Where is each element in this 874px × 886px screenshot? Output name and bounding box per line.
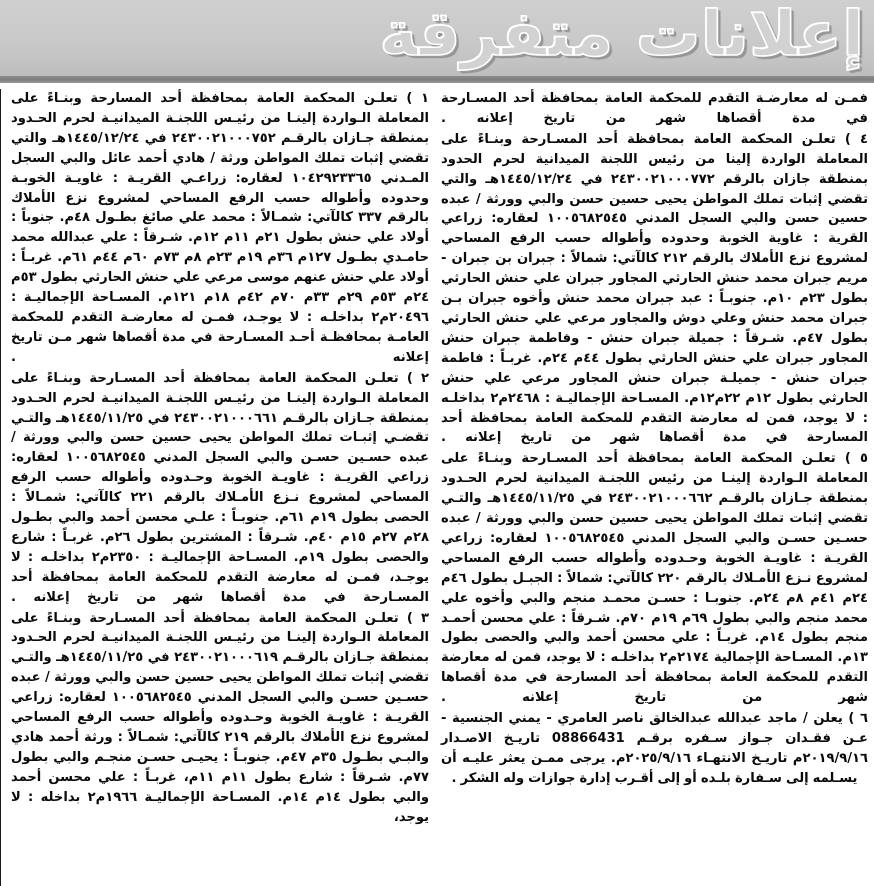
ad-body-text: ٦ ) يعلن / ماجد عبدالله عبدالخالق ناصر العامري - يمني الجنسية - عـن فقـدان جـواز سـفره برقـم 08866431 تاريـخ الاصـدار ٢٠١٩/٩/١٦م تاريـخ الانتهـاء ٢٠٢٥/٩/١٦م. يرجى ممـن يعثر عليـه أن يسـلمه إلى سـفارة بلـده أو إلى أقـرب إدارة جوازات وله الشكر . [441, 711, 869, 786]
ad-item-1 [11, 89, 429, 368]
ad-item-4 [441, 130, 868, 449]
column-right [0, 89, 437, 886]
ad-item-3 [11, 609, 429, 828]
ad-body-text: ٣ ) تعلـن المحكمة العامة بمحافظة أحد المسـارحة وبنـاءً على المعاملة الـواردة إلينـا من رئيـس اللجنـة الميدانيـة لحرم الحـدود بمنطقة جـازان بالرقـم ٢٤٣٠٠٢١٠٠٠٦١٩ في ١٤٤٥/١١/٢٥هـ والتـي تقضي إثبات تملك المواطن يحيى حسين حسن والبي وورثة / عبده حسـين حسـن والبي السجل المدني ١٠٠٥٦٨٢٥٤٥ لعقاره: زراعي القريـة : غاويـة الخوبة وحـدوده وأطواله حسب الرفع المساحي لمشروع نزع الأملاك بالرقم ٢١٩ كالآتي: شمـالاً : ورثة أحمد هادي والبـي بطـول ٣٥م ٤٧م. جنوبـاً : يحيـى حسـن منجـم والبي بطول ٧٧م. شـرقاً : شارع بطول ١١م ١١م، غربـاً : علي محسن أحمد والبي بطول ١٤م ١٤م. المسـاحة الإجماليـة ١٩٦٦م٢ بداخله : لا يوجد، [11, 610, 430, 825]
column-left [437, 89, 874, 886]
ad-body-text: ٥ ) تعلـن المحكمة العامة بمحافظة أحد المسـارحة وبنـاءً على المعاملة الـواردة إلينـا من رئيس اللجنـة الميدانية لحرم الحـدود بمنطقة جـازان بالرقـم ٢٤٣٠٠٢١٠٠٠٦٦٢ في ١٤٤٥/١١/٢٥هـ والتـي تقضي إثبات تملك المواطن يحيى حسين حسن والبي وورثة / عبده حسـين حسـن والبي السجل المدني ١٠٠٥٦٨٢٥٤٥ لعقاره: زراعي القريـة : غاويـة الخوبة وحـدوده وأطواله حسب الرفع المساحي لمشروع نـزع الأمـلاك بالرقم ٢٢٠ كالآتي: شمالاً : الجبـل بطول ٤٦م ٢٤م ٤١م ٨م ٢٤م. جنوبـا : حسـن محمـد منجم والبي وأخوه علي محمد منجم والبي بطول ٦٩م ١٩م ٧٠م. شـرقاً : علي محسن أحمـد منجم بطول ١٤م. غربـاً : علي محسن أحمد والبي والحصى بطول ١٣م. المسـاحة الإجمالية ٢١٧٤م٢ بداخلـه : لا يوجد، فمن له معارضة التقدم للمحكمة العامة بمحافظة أحد المسارحة في مدة أقصاها شهر من تاريخ إعلانه . [441, 451, 869, 706]
masthead-divider-rule [0, 76, 874, 83]
ad-item-5 [441, 449, 868, 708]
ad-continuation [441, 89, 868, 129]
masthead-banner [0, 0, 874, 76]
ad-body-text: فمـن له معارضـة التقدم للمحكمة العامة بمحافظة أحد المسـارحة في مدة أقصاها شهر من تاريخ إعلانه . [441, 91, 868, 126]
ad-body-text: ١ ) تعلـن المحكمة العامة بمحافظة أحد المسارحة وبنـاءً على المعاملة الـواردة إلينـا من رئيـس اللجنـة الميدانيـة لحرم الحـدود بمنطقة جـازان بالرقـم ٢٤٣٠٠٢١٠٠٠٧٥٢ في ١٤٤٥/١٢/٢٤هـ والتي تقضي إثبات تملك المواطن ورثة / هادي أحمد عائل والبي السجل المـدني ١٠٤٢٩٢٣٣٦٥ لعقاره: زراعـي القريـة : غاويـة الخوبـة وحدوده وأطواله حسب الرفع المساحي لمشروع نزع الأملاك بالرقم ٣٣٧ كالآتي: شمـالاً : محمد علي صائغ بطـول ٤٨م. جنوباً : أولاد علي حنش بطول ٢١م ١١م ١٢م. شـرقاً : علي عبدالله محمد حامـدي بطـول ١٢٧م ٣٦م ١٩م ٢٣م ٨م ٧٣م ٦٠م ٤٤م ٦١م. غربـاً : أولاد علي حنش عنهم موسى مرعي علي حنش الحارثي بطول ٥٣م ٢٤م ٥٣م ٢٩م ٣٣م ٧٠م ٤٢م ١٨م ١٢١م. المسـاحة الإجماليـة : ٢٠٤٩٦م٢ بداخلـه : لا يوجـد، فمـن له معارضـة التقدم للمحكمة العامـة بمحافظـة أحـد المسـارحة في مدة أقصاها شهر مـن تاريخ إعلانه . [11, 91, 430, 365]
page-title: إعلانات متفرقة [379, 0, 864, 70]
ad-item-6 [441, 709, 868, 789]
ad-body-text: ٤ ) تعلـن المحكمة العامة بمحافظة أحد المسـارحة وبنـاءً على المعاملة الواردة إلينا من رئيس اللجنة الميدانية لحرم الحدود بمنطقة جازان بالرقم ٢٤٣٠٠٢١٠٠٠٧٧٢ في ١٤٤٥/١٢/٢٤هـ والتي تقضي إثبات تملك المواطن يحيى حسين حسن والبي وورثة / عبده حسين حسن والبي السجل المدني ١٠٠٥٦٨٢٥٤٥ لعقاره: زراعي القرية : غاوية الخوبة وحدوده وأطواله حسب الرفع المساحي لمشروع نزع الأملاك بالرقم ٢١٢ كالآتي: شمالاً : جبران بن جبران - مريم جبران محمد حنش الحارثي المجاور جبران علي حنش الحارثي بطول ٢٣م ١٠م. جنوبـاً : عبد جبران محمد حنش وأخوه جبران بـن جبران محمد حنش وعلي دوش والمجاور مرعي علي حنش الحارثي بطول ٤٧م. شـرقاً : جميلة جبران حنش - وفاطمة جبران حنش المجاور جبران علي حنش الحارثي بطول ٤٤م ٢٤م. غربـاً : فاطمة جبران حنش - جميلـة جبران حنش المجاور مرعي علي حنش الحارثي بطول ١٢م ٢٢م١٢م. المسـاحة الإجماليـة : ٢٤٦٨م٢ بداخلـه : لا يوجد، فمن له معارضة التقدم للمحكمة العامة بمحافظة أحد المسارحة في مدة أقصاها شهر من تاريخ إعلانه . [441, 131, 869, 446]
ad-item-2 [11, 369, 429, 608]
ad-body-text: ٢ ) تعلـن المحكمة العامة بمحافظة أحد المسـارحة وبنـاءً على المعاملة الـواردة إلينـا من رئيـس اللجنـة الميدانيـة لحرم الحـدود بمنطقة جـازان بالرقـم ٢٤٣٠٠٢١٠٠٠٦٦١ في ١٤٤٥/١١/٢٥هـ والتـي تقضـي إثبـات تملك المواطن يحيى حسين حسن والبي وورثة / عبده حسـين حسـن والبي السجل المدني ١٠٠٥٦٨٢٥٤٥ لعقاره: زراعي القريـة : غاويـة الخوبة وحـدوده وأطواله حسب الرفع المساحي لمشروع نـزع الأمـلاك بالرقم ٢٢١ كالآتي: شمـالاً : الحصى بطول ١٩م ٦١م. جنوبـاً : علـي محسن أحمد والبي بطـول ٢٨م ٢٧م ١٥م ٤٠م. شـرقاً : المشترين بطول ٢٦م. غربـاً : شارع والحصى بطول ١٩م. المسـاحة الإجماليـة : ٢٣٥٠م٢ بداخلـه : لا يوجـد، فمـن له معارضة التقدم للمحكمة العامة بمحافظة أحد المسـارحة في مدة أقصاها شهر من تاريخ إعلانه . [11, 370, 430, 605]
article-columns [0, 85, 874, 886]
